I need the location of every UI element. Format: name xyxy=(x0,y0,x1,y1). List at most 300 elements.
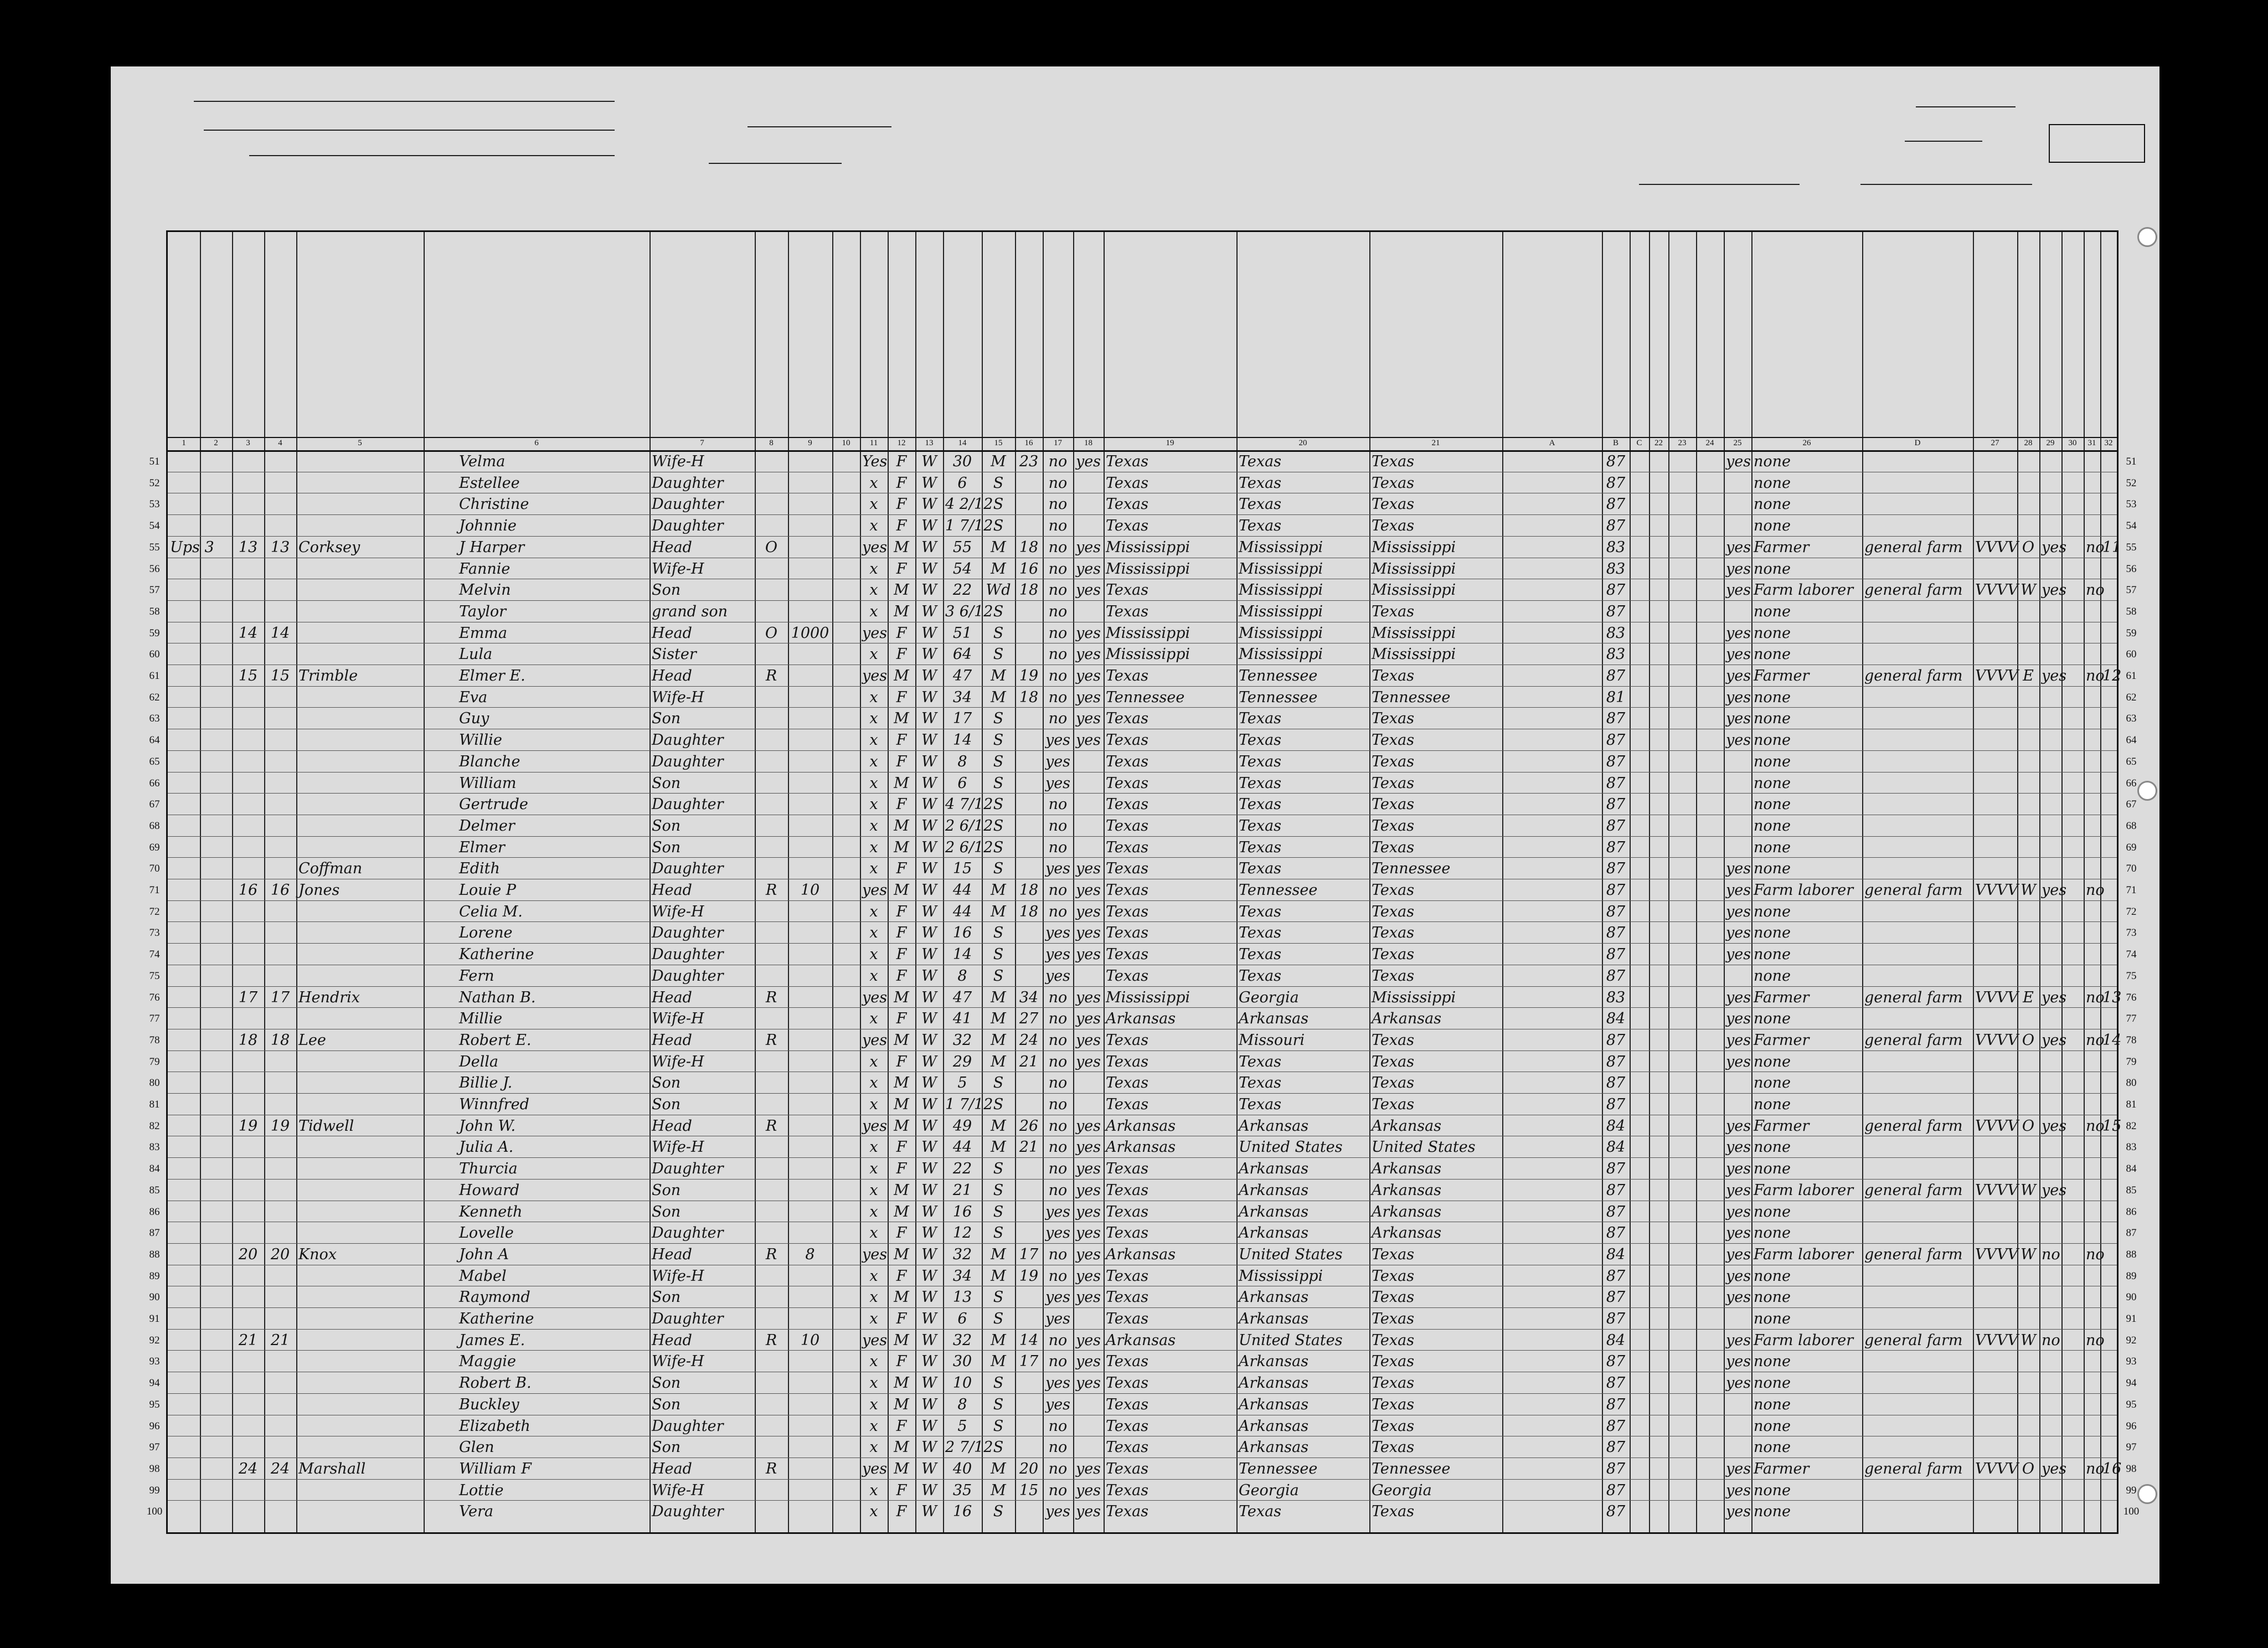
cell-bp: Texas xyxy=(1106,882,1149,899)
cell-age: 22 xyxy=(952,581,972,599)
line-number: 86 xyxy=(149,1206,160,1218)
cell-cw xyxy=(2019,1202,2037,1222)
cell-eng xyxy=(1726,1073,1749,1093)
cell-eng: yes xyxy=(1726,1374,1751,1392)
cell-radio: x xyxy=(869,1160,878,1178)
cell-oc xyxy=(1975,624,2015,643)
cell-tenure xyxy=(757,1181,786,1201)
cell-ind xyxy=(1864,1223,1971,1243)
cell-agem: 26 xyxy=(1019,1117,1039,1135)
cell-tenure xyxy=(757,645,786,665)
cell-farm xyxy=(2102,516,2115,536)
cell-bpf: Arkansas xyxy=(1239,1395,1309,1413)
cell-tenure xyxy=(757,1438,786,1458)
cell-value xyxy=(790,1417,830,1436)
cell-occ: none xyxy=(1754,624,1791,642)
line-number: 100 xyxy=(146,1506,163,1518)
cell-bpm: Texas xyxy=(1372,1074,1415,1092)
cell-sur: Knox xyxy=(298,1245,337,1263)
cell-dw xyxy=(234,645,262,665)
line-number: 81 xyxy=(149,1099,160,1110)
cell-read: yes xyxy=(1075,860,1101,878)
cell-age: 10 xyxy=(952,1374,972,1392)
cell-rel: Daughter xyxy=(652,860,724,878)
cell-value: 10 xyxy=(800,882,820,899)
cell-hn xyxy=(202,1288,230,1307)
cell-code: 87 xyxy=(1606,924,1626,942)
cell-rel: Daughter xyxy=(652,946,724,964)
cell-work xyxy=(2042,752,2059,772)
cell-hn xyxy=(202,1116,230,1136)
cell-race: W xyxy=(921,924,937,942)
cell-bpm: Mississippi xyxy=(1372,581,1456,599)
cell-oc xyxy=(1975,774,2015,794)
cell-given: Emma xyxy=(459,624,508,642)
table-row xyxy=(149,686,2137,708)
cell-vet xyxy=(2086,495,2098,514)
cell-hn xyxy=(202,1223,230,1243)
cell-farm xyxy=(2102,1181,2115,1201)
ward-line xyxy=(709,147,842,164)
column-number: 26 xyxy=(1802,439,1811,447)
line-number: 82 xyxy=(149,1120,160,1132)
cell-rel: Son xyxy=(652,1203,681,1220)
cell-fam: 24 xyxy=(270,1460,290,1477)
cell-sur xyxy=(298,1395,421,1415)
cell-eng: yes xyxy=(1726,924,1751,942)
cell-given: Fannie xyxy=(459,560,511,578)
cell-fam xyxy=(266,1052,294,1072)
cell-dw: 17 xyxy=(238,988,258,1006)
cell-farm xyxy=(2102,495,2115,514)
cell-ind xyxy=(1864,1159,1971,1179)
cell-radio: x xyxy=(869,1395,878,1413)
cell-tenure xyxy=(757,795,786,815)
table-row xyxy=(149,1093,2137,1115)
cell-tenure xyxy=(757,1159,786,1179)
cell-radio: x xyxy=(869,903,878,920)
cell-read: yes xyxy=(1075,1331,1101,1349)
cell-agem xyxy=(1017,923,1040,943)
cell-fam xyxy=(266,795,294,815)
cell-given: Winnfred xyxy=(459,1096,529,1113)
cell-oc: VVVV xyxy=(1975,1181,2018,1199)
cell-agem xyxy=(1017,730,1040,750)
cell-agem: 23 xyxy=(1019,453,1039,470)
cell-value xyxy=(790,602,830,622)
cell-sex: M xyxy=(894,1074,909,1092)
cell-vet: no xyxy=(2086,538,2105,556)
cell-rel: Son xyxy=(652,1096,681,1113)
cell-radio: x xyxy=(869,560,878,578)
table-row xyxy=(149,643,2137,665)
line-number: 94 xyxy=(149,1377,160,1389)
cell-sur xyxy=(298,730,421,750)
cell-value xyxy=(790,752,830,772)
line-number: 71 xyxy=(2126,884,2137,896)
cell-dw: 14 xyxy=(238,624,258,642)
cell-hn xyxy=(202,988,230,1008)
cell-value: 1000 xyxy=(791,624,829,642)
line-number: 74 xyxy=(149,949,160,961)
cell-dw xyxy=(234,1009,262,1029)
column-number: 23 xyxy=(1678,439,1687,447)
cell-cw xyxy=(2019,902,2037,922)
cell-sch: no xyxy=(1048,1117,1068,1135)
cell-sex: F xyxy=(896,1053,907,1070)
line-number: 88 xyxy=(2126,1248,2137,1260)
cell-occ: none xyxy=(1754,817,1791,835)
line-number: 54 xyxy=(2126,520,2137,532)
cell-read: yes xyxy=(1075,1481,1101,1499)
cell-sex: M xyxy=(894,1245,909,1263)
cell-cw xyxy=(2019,624,2037,643)
cell-sch: no xyxy=(1048,1460,1068,1477)
line-number: 72 xyxy=(149,905,160,918)
cell-farm xyxy=(2102,1438,2115,1458)
cell-cw xyxy=(2019,1095,2037,1115)
cell-eng: yes xyxy=(1726,1160,1751,1178)
cell-vet xyxy=(2086,816,2098,836)
line-number: 85 xyxy=(2126,1184,2137,1196)
cell-farm xyxy=(2102,1309,2115,1329)
cell-farm xyxy=(2102,624,2115,643)
cell-mar: S xyxy=(993,624,1004,642)
cell-oc: VVVV xyxy=(1975,988,2018,1006)
cell-agem xyxy=(1017,1309,1040,1329)
cell-fam xyxy=(266,1266,294,1286)
cell-sex: M xyxy=(894,838,909,856)
cell-hn xyxy=(202,559,230,579)
cell-sur: Marshall xyxy=(298,1460,366,1477)
cell-st xyxy=(170,1266,198,1286)
header-rule xyxy=(168,437,2117,438)
cell-sur: Hendrix xyxy=(298,988,360,1006)
cell-work: yes xyxy=(2042,1181,2067,1199)
cell-bpm: Texas xyxy=(1372,946,1415,964)
cell-eng: yes xyxy=(1726,1117,1751,1135)
line-number: 57 xyxy=(2126,584,2137,596)
cell-farm xyxy=(2102,1502,2115,1522)
cell-tenure xyxy=(757,859,786,879)
cell-ind: general farm xyxy=(1864,581,1963,599)
cell-eng: yes xyxy=(1726,710,1751,728)
cell-st xyxy=(170,1223,198,1243)
cell-read: yes xyxy=(1075,646,1101,663)
cell-cw: W xyxy=(2020,1245,2036,1263)
cell-sur xyxy=(298,688,421,708)
cell-vet xyxy=(2086,1073,2098,1093)
cell-occ: Farmer xyxy=(1754,1031,1810,1049)
cell-st xyxy=(170,816,198,836)
cell-radio: x xyxy=(869,517,878,535)
cell-eng: yes xyxy=(1726,903,1751,920)
cell-st xyxy=(170,1288,198,1307)
cell-agem xyxy=(1017,495,1040,514)
cell-rel: Wife-H xyxy=(652,1139,704,1156)
punch-hole xyxy=(2137,781,2157,801)
cell-race: W xyxy=(921,710,937,728)
cell-given: Della xyxy=(459,1053,498,1070)
cell-bp: Texas xyxy=(1106,1481,1149,1499)
cell-work: yes xyxy=(2042,882,2067,899)
cell-sex: M xyxy=(894,1331,909,1349)
cell-sex: M xyxy=(894,774,909,792)
cell-sch: no xyxy=(1048,688,1068,706)
cell-read: yes xyxy=(1075,1010,1101,1028)
cell-work xyxy=(2042,709,2059,729)
cell-fam xyxy=(266,816,294,836)
cell-occ: none xyxy=(1754,1374,1791,1392)
cell-tenure xyxy=(757,1095,786,1115)
cell-dw xyxy=(234,1502,262,1522)
cell-tenure xyxy=(757,730,786,750)
cell-tenure xyxy=(757,1481,786,1501)
ed-value xyxy=(1916,106,2016,107)
cell-rel: Wife-H xyxy=(652,560,704,578)
cell-cw xyxy=(2019,1288,2037,1307)
cell-sur xyxy=(298,516,421,536)
cell-agem xyxy=(1017,859,1040,879)
cell-radio: x xyxy=(869,1374,878,1392)
cell-mar: S xyxy=(993,1503,1004,1521)
cell-dw xyxy=(234,1481,262,1501)
table-row xyxy=(149,1350,2137,1372)
cell-bpm: Texas xyxy=(1372,1031,1415,1049)
cell-age: 55 xyxy=(952,538,972,556)
line-number: 96 xyxy=(149,1420,160,1432)
cell-fam xyxy=(266,859,294,879)
cell-farm: 16 xyxy=(2102,1460,2122,1477)
cell-eng xyxy=(1726,516,1749,536)
cell-cw xyxy=(2019,966,2037,986)
cell-agem: 17 xyxy=(1019,1353,1039,1371)
cell-bpf: Arkansas xyxy=(1239,1117,1309,1135)
cell-bpm: Tennessee xyxy=(1372,688,1451,706)
cell-radio: x xyxy=(869,1481,878,1499)
cell-mar: S xyxy=(993,774,1004,792)
cell-oc: VVVV xyxy=(1975,667,2018,684)
cell-value xyxy=(790,1502,830,1522)
cell-sur xyxy=(298,1159,421,1179)
line-number: 69 xyxy=(2126,841,2137,853)
cell-bp: Texas xyxy=(1106,1417,1149,1435)
cell-radio: x xyxy=(869,1417,878,1435)
cell-code: 84 xyxy=(1606,1010,1626,1028)
cell-rel: Daughter xyxy=(652,496,724,513)
cell-farm xyxy=(2102,880,2115,900)
table-row xyxy=(149,1115,2137,1137)
cell-given: Lottie xyxy=(459,1481,504,1499)
cell-age: 32 xyxy=(952,1031,972,1049)
table-row xyxy=(149,1007,2137,1029)
column-number: B xyxy=(1612,439,1618,447)
cell-oc xyxy=(1975,495,2015,514)
cell-occ: none xyxy=(1754,1353,1791,1371)
cell-work: yes xyxy=(2042,581,2067,599)
cell-work xyxy=(2042,774,2059,794)
line-number: 66 xyxy=(2126,777,2137,789)
cell-hn xyxy=(202,1331,230,1351)
cell-hn xyxy=(202,859,230,879)
cell-cw xyxy=(2019,452,2037,472)
cell-sur xyxy=(298,795,421,815)
cell-given: Howard xyxy=(459,1181,520,1199)
cell-race: W xyxy=(921,946,937,964)
table-row xyxy=(149,1393,2137,1415)
cell-eng xyxy=(1726,816,1749,836)
cell-occ: Farmer xyxy=(1754,1117,1810,1135)
cell-ind: general farm xyxy=(1864,1031,1963,1049)
cell-hn xyxy=(202,752,230,772)
cell-dw xyxy=(234,1223,262,1243)
cell-farm xyxy=(2102,774,2115,794)
cell-bpm: Texas xyxy=(1372,924,1415,942)
cell-read: yes xyxy=(1075,710,1101,728)
cell-read xyxy=(1075,1095,1101,1115)
cell-work xyxy=(2042,1137,2059,1157)
cell-eng: yes xyxy=(1726,1267,1751,1285)
cell-sur xyxy=(298,966,421,986)
cell-farm xyxy=(2102,1373,2115,1393)
cell-given: Edith xyxy=(459,860,500,878)
cell-mar: S xyxy=(993,732,1004,749)
line-number: 84 xyxy=(2126,1163,2137,1175)
cell-sch: no xyxy=(1048,1160,1068,1178)
line-number: 79 xyxy=(2126,1055,2137,1068)
cell-radio: x xyxy=(869,1224,878,1242)
cell-sex: F xyxy=(896,624,907,642)
cell-work xyxy=(2042,1502,2059,1522)
cell-bp: Texas xyxy=(1106,817,1149,835)
cell-dw xyxy=(234,1352,262,1372)
line-number: 93 xyxy=(2126,1356,2137,1368)
cell-occ: none xyxy=(1754,860,1791,878)
cell-age: 8 xyxy=(957,967,967,985)
cell-value xyxy=(790,495,830,514)
cell-bpf: Texas xyxy=(1239,496,1282,513)
cell-read: yes xyxy=(1075,688,1101,706)
cell-dw: 19 xyxy=(238,1117,258,1135)
cell-race: W xyxy=(921,602,937,620)
cell-age: 30 xyxy=(952,1353,972,1371)
cell-farm xyxy=(2102,473,2115,493)
cell-work: no xyxy=(2042,1245,2060,1263)
cell-bpf: Arkansas xyxy=(1239,1289,1309,1306)
cell-radio: x xyxy=(869,753,878,770)
cell-mar: S xyxy=(993,860,1004,878)
cell-fam xyxy=(266,495,294,514)
cell-hn xyxy=(202,1481,230,1501)
cell-occ: none xyxy=(1754,1096,1791,1113)
cell-mar: M xyxy=(991,1481,1006,1499)
cell-mar: M xyxy=(991,688,1006,706)
cell-rel: Son xyxy=(652,710,681,728)
cell-cw xyxy=(2019,1417,2037,1436)
cell-oc: VVVV xyxy=(1975,1245,2018,1263)
cell-sch: no xyxy=(1048,1139,1068,1156)
line-number: 59 xyxy=(2126,627,2137,639)
cell-ind xyxy=(1864,730,1971,750)
cell-sch: no xyxy=(1048,1181,1068,1199)
cell-bpm: Mississippi xyxy=(1372,624,1456,642)
cell-work xyxy=(2042,1309,2059,1329)
cell-age: 5 xyxy=(957,1074,967,1092)
cell-dw xyxy=(234,774,262,794)
cell-sur xyxy=(298,1095,421,1115)
cell-sur xyxy=(298,1502,421,1522)
cell-mar: S xyxy=(993,1439,1004,1456)
cell-dw: 24 xyxy=(238,1460,258,1477)
cell-vet xyxy=(2086,1288,2098,1307)
cell-vet xyxy=(2086,688,2098,708)
cell-bp: Texas xyxy=(1106,1439,1149,1456)
line-number: 87 xyxy=(2126,1227,2137,1239)
cell-hn xyxy=(202,1159,230,1179)
cell-hn xyxy=(202,1459,230,1479)
line-number: 86 xyxy=(2126,1206,2137,1218)
cell-code: 83 xyxy=(1606,988,1626,1006)
cell-mar: M xyxy=(991,1267,1006,1285)
cell-bpm: Texas xyxy=(1372,1267,1415,1285)
cell-tenure xyxy=(757,923,786,943)
cell-agem xyxy=(1017,516,1040,536)
table-row xyxy=(149,986,2137,1008)
cell-radio: yes xyxy=(862,624,888,642)
cell-bpf: Arkansas xyxy=(1239,1224,1309,1242)
cell-bp: Texas xyxy=(1106,453,1149,470)
cell-bp: Texas xyxy=(1106,946,1149,964)
cell-ind xyxy=(1864,1481,1971,1501)
column-number: 31 xyxy=(2087,439,2096,447)
cell-cw: O xyxy=(2022,1460,2035,1477)
cell-fam xyxy=(266,752,294,772)
cell-sex: M xyxy=(894,1117,909,1135)
cell-work xyxy=(2042,795,2059,815)
cell-st xyxy=(170,495,198,514)
cell-vet xyxy=(2086,1438,2098,1458)
cell-bpm: Texas xyxy=(1372,838,1415,856)
cell-fam: 15 xyxy=(270,667,290,684)
cell-vet: no xyxy=(2086,1331,2105,1349)
cell-bpm: Texas xyxy=(1372,796,1415,813)
cell-eng xyxy=(1726,602,1749,622)
line-number: 51 xyxy=(2126,456,2137,467)
census-sheet xyxy=(111,66,2159,1584)
cell-race: W xyxy=(921,1374,937,1392)
table-row xyxy=(149,1050,2137,1073)
cell-tenure xyxy=(757,709,786,729)
cell-given: Christine xyxy=(459,496,529,513)
cell-dw xyxy=(234,559,262,579)
cell-radio: x xyxy=(869,860,878,878)
cell-race: W xyxy=(921,1460,937,1477)
cell-rel: Head xyxy=(652,1245,692,1263)
cell-rel: Wife-H xyxy=(652,1053,704,1070)
cell-bp: Arkansas xyxy=(1106,1117,1176,1135)
cell-code: 87 xyxy=(1606,1074,1626,1092)
cell-work xyxy=(2042,495,2059,514)
cell-given: Guy xyxy=(459,710,489,728)
cell-hn xyxy=(202,709,230,729)
cell-agem xyxy=(1017,945,1040,965)
cell-bpm: Texas xyxy=(1372,1417,1415,1435)
cell-radio: yes xyxy=(862,988,888,1006)
cell-sur xyxy=(298,1438,421,1458)
cell-rel: Daughter xyxy=(652,796,724,813)
cell-agem: 21 xyxy=(1019,1053,1039,1070)
cell-hn xyxy=(202,516,230,536)
